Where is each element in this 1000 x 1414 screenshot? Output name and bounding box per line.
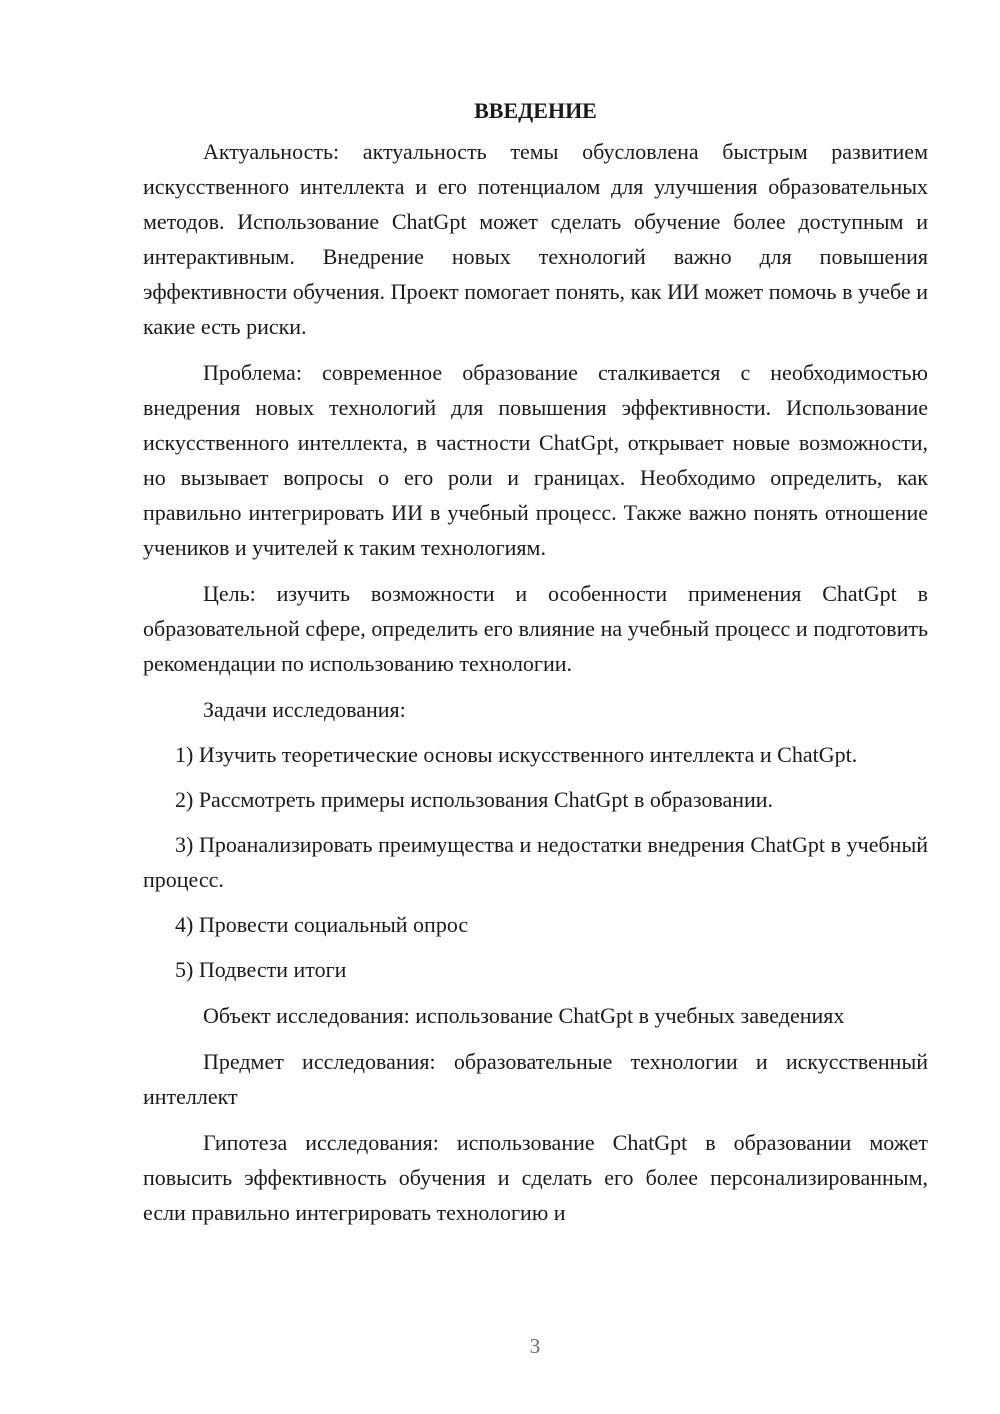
page-number: 3 xyxy=(529,1334,541,1358)
paragraph-hypothesis: Гипотеза исследования: использование ChatGpt в образовании может повысить эффективность обучения и сделать его более персонализированным, если правильно интегрировать технологию и xyxy=(143,1130,928,1225)
task-item: 1) Изучить теоретические основы искусственного интеллекта и ChatGpt. xyxy=(175,742,858,767)
paragraph-problem: Проблема: современное образование сталкивается с необходимостью внедрения новых технологий для повышения эффективности. Использование искусственного интеллекта, в частности ChatGpt, открывает новые возможности, но вызывает вопросы о его роли и границах. Необходимо определить, как правильно интегрировать ИИ в учебный процесс. Также важно понять отношение учеников и учителей к таким технологиям. xyxy=(143,360,928,560)
paragraph-tasks-heading: Задачи исследования: xyxy=(203,697,406,722)
paragraph-object: Объект исследования: использование ChatGpt в учебных заведениях xyxy=(203,1003,845,1028)
task-item: 5) Подвести итоги xyxy=(175,957,347,982)
section-title: ВВЕДЕНИЕ xyxy=(474,98,597,123)
document-page xyxy=(143,96,928,1230)
paragraph-goal: Цель: изучить возможности и особенности применения ChatGpt в образовательной сфере, определить его влияние на учебный процесс и подготовить рекомендации по использованию технологии. xyxy=(143,581,928,676)
task-item: 3) Проанализировать преимущества и недостатки внедрения ChatGpt в учебный процесс. xyxy=(143,832,928,892)
paragraph-relevance: Актуальность: актуальность темы обусловлена быстрым развитием искусственного интеллекта и его потенциалом для улучшения образовательных методов. Использование ChatGpt может сделать обучение более доступным и интерактивным. Внедрение новых технологий важно для повышения эффективности обучения. Проект помогает понять, как ИИ может помочь в учебе и какие есть риски. xyxy=(143,139,928,339)
task-item: 4) Провести социальный опрос xyxy=(175,912,469,937)
paragraph-subject: Предмет исследования: образовательные технологии и искусственный интеллект xyxy=(143,1049,928,1109)
task-item: 2) Рассмотреть примеры использования ChatGpt в образовании. xyxy=(175,787,774,812)
